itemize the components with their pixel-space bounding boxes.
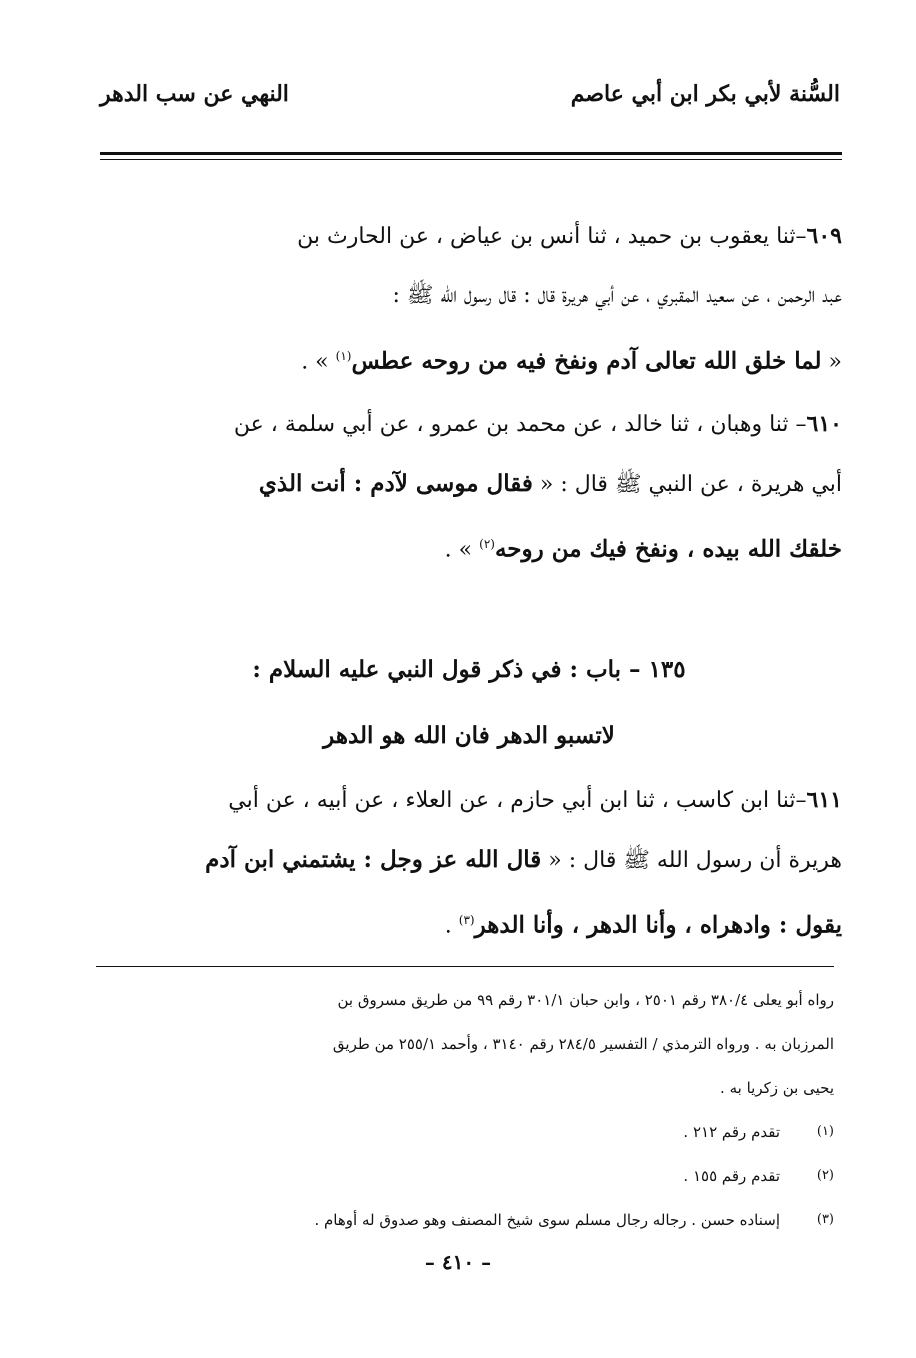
footnote-2: (٢)تقدم رقم ١٥٥ . — [96, 1154, 834, 1198]
page-number: – ٤١٠ – — [424, 1250, 492, 1274]
hadith-610 — [96, 394, 842, 574]
hadith-611-line-2: هريرة أن رسول الله ﷺ قال : « قال الله عز وجل : يشتمني ابن آدم — [205, 846, 842, 873]
hadith-609-line-3: « لما خلق الله تعالى آدم ونفخ فيه من روحه عطس$^{(١)}$ » . — [301, 347, 842, 375]
hadith-609-line-1: ٦٠٩–ثنا يعقوب بن حميد ، ثنا أنس بن عياض ، عن الحارث بن — [297, 223, 842, 249]
footnote-continuation-line: يحيى بن زكريا به . — [720, 1079, 834, 1097]
footnote-continuation-line: المرزبان به . ورواه الترمذي / التفسير ٢٨٤/٥ رقم ٣١٤٠ ، وأحمد ٢٥٥/١ من طريق — [332, 1035, 834, 1053]
footnote-mark: (١) — [816, 1124, 834, 1139]
hadith-609 — [96, 206, 842, 386]
hadith-611-line-3: يقول : وادهراه ، وأنا الدهر ، وأنا الدهر$^{(٣)}$ . — [444, 911, 842, 939]
footnote-rule — [96, 966, 834, 967]
footnote-mark: (٢) — [816, 1168, 834, 1183]
hadith-610-line-3: خلقك الله بيده ، ونفخ فيك من روحه$^{(٢)}$ » . — [444, 535, 842, 563]
footnote-3: (٣)إسناده حسن . رجاله رجال مسلم سوى شيخ المصنف وهو صدوق له أوهام . — [96, 1198, 834, 1242]
running-header — [100, 74, 840, 114]
hadith-611-line-1: ٦١١–ثنا ابن كاسب ، ثنا ابن أبي حازم ، عن العلاء ، عن أبيه ، عن أبي — [228, 787, 842, 813]
hadith-number: ٦١٠ — [806, 411, 842, 437]
footnote-1: (١)تقدم رقم ٢١٢ . — [96, 1110, 834, 1154]
hadith-611 — [96, 770, 842, 950]
footnote-continuation-line: رواه أبو يعلى ٣٨٠/٤ رقم ٢٥٠١ ، وابن حبان ٣٠١/١ رقم ٩٩ من طريق مسروق بن — [337, 991, 834, 1009]
header-rule-thick — [100, 152, 842, 155]
header-rule-thin — [100, 159, 842, 160]
hadith-609-line-2: عبد الرحمن ، عن سعيد المقبري ، عن أبي هريرة قال : قال رسول الله ﷺ : — [392, 283, 842, 308]
hadith-number: ٦٠٩ — [806, 223, 842, 249]
section-title: النهي عن سب الدهر — [100, 81, 289, 107]
chapter-subheading: لاتسبو الدهر فان الله هو الدهر — [323, 722, 615, 749]
footnote-ref: (٣) — [458, 913, 475, 927]
footnotes — [96, 978, 834, 1242]
hadith-610-line-1: ٦١٠– ثنا وهبان ، ثنا خالد ، عن محمد بن عمرو ، عن أبي سلمة ، عن — [233, 411, 842, 437]
chapter-heading: ١٣٥ – باب : في ذكر قول النبي عليه السلام : — [252, 656, 686, 683]
hadith-number: ٦١١ — [806, 787, 842, 813]
footnote-ref: (١) — [335, 349, 352, 363]
footnote-mark: (٣) — [816, 1212, 834, 1227]
book-title: السُّنة لأبي بكر ابن أبي عاصم — [570, 81, 840, 107]
hadith-610-line-2: أبي هريرة ، عن النبي ﷺ قال : « فقال موسى لآدم : أنت الذي — [258, 470, 842, 497]
footnote-ref: (٢) — [479, 537, 495, 551]
